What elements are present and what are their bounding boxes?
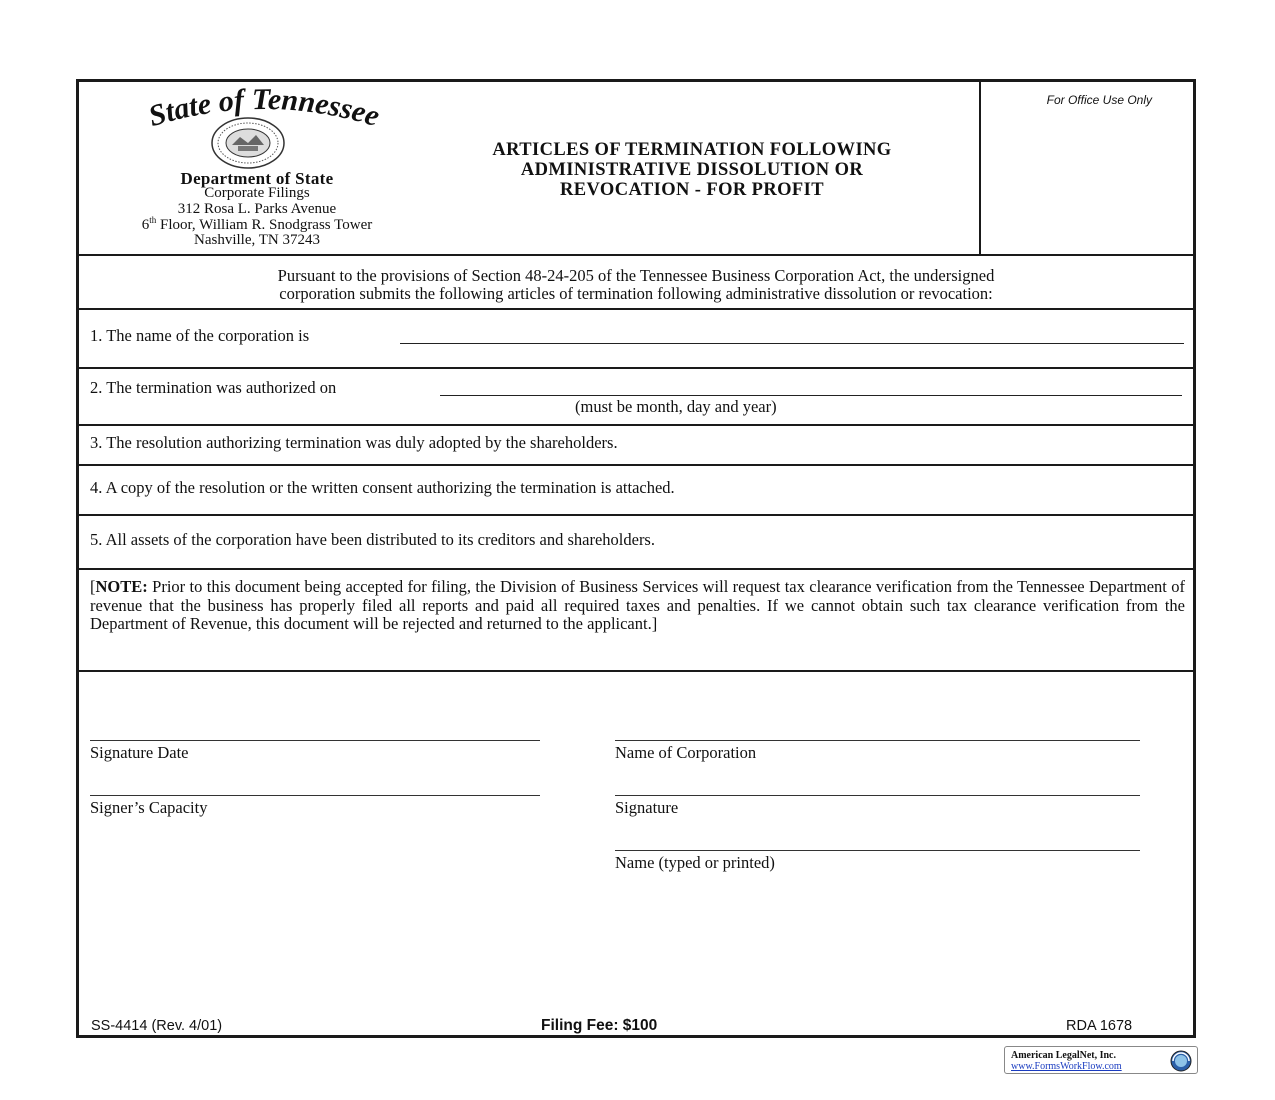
globe-logo-icon	[1169, 1049, 1193, 1073]
state-seal-icon	[210, 117, 286, 169]
divider	[79, 514, 1193, 516]
address-line-4: Nashville, TN 37243	[194, 232, 320, 248]
corporation-name-signature-field[interactable]	[615, 740, 1140, 741]
tax-clearance-note: [NOTE: Prior to this document being accepted for filing, the Division of Business Services will request tax clearance verification from the Tennessee Department of revenue that the business has properly filed all reports and paid all required taxes and penalties. If we cannot obtain such tax clearance verification from the Department of Revenue, this document will be rejected and returned to the applicant.]	[90, 577, 1185, 633]
termination-form	[76, 79, 1196, 1038]
divider	[79, 568, 1193, 570]
signature-label: Signature	[615, 798, 679, 817]
form-title: ARTICLES OF TERMINATION FOLLOWING ADMINISTRATIVE DISSOLUTION OR REVOCATION - FOR PROFIT	[492, 140, 892, 200]
name-of-corporation-label: Name of Corporation	[615, 743, 757, 762]
divider	[79, 464, 1193, 466]
office-use-label: For Office Use Only	[1046, 93, 1152, 107]
divider	[79, 367, 1193, 369]
printed-name-label: Name (typed or printed)	[615, 853, 775, 872]
divider	[79, 670, 1193, 672]
signature-date-label: Signature Date	[90, 743, 189, 762]
signature-date-field[interactable]	[90, 740, 540, 741]
address-line-3: 6th Floor, William R. Snodgrass Tower	[141, 215, 373, 233]
divider	[79, 254, 1193, 256]
divider	[79, 308, 1193, 310]
intro-paragraph: Pursuant to the provisions of Section 48-24-205 of the Tennessee Business Corporation Act, the undersigned corporation submits the following articles of termination following administrative dissolution or revocation:	[277, 266, 995, 303]
item-3-text: 3. The resolution authorizing termination was duly adopted by the shareholders.	[90, 433, 618, 452]
item-1-label: 1. The name of the corporation is	[90, 326, 310, 345]
state-name-text: State of Tennessee	[144, 88, 384, 134]
department-name: Department of State	[180, 169, 334, 188]
divider	[79, 424, 1193, 426]
corporation-name-field[interactable]	[400, 343, 1184, 344]
address-line-1: Corporate Filings	[204, 185, 310, 201]
item-5-text: 5. All assets of the corporation have been distributed to its creditors and shareholders.	[90, 530, 655, 549]
office-use-box	[979, 82, 1196, 255]
signer-capacity-field[interactable]	[90, 795, 540, 796]
item-2-label: 2. The termination was authorized on	[90, 378, 337, 397]
printed-name-field[interactable]	[615, 850, 1140, 851]
american-legalnet-badge[interactable]	[1004, 1046, 1198, 1074]
rda-number: RDA 1678	[1066, 1018, 1133, 1034]
address-line-2: 312 Rosa L. Parks Avenue	[177, 201, 337, 217]
badge-company: American LegalNet, Inc.	[1011, 1050, 1116, 1061]
note-label: NOTE:	[95, 577, 148, 596]
date-format-hint: (must be month, day and year)	[575, 397, 777, 416]
signer-capacity-label: Signer’s Capacity	[90, 798, 208, 817]
termination-date-field[interactable]	[440, 395, 1182, 396]
form-number: SS-4414 (Rev. 4/01)	[91, 1018, 223, 1034]
signature-field[interactable]	[615, 795, 1140, 796]
filing-fee: Filing Fee: $100	[541, 1017, 658, 1034]
badge-url-link[interactable]: www.FormsWorkFlow.com	[1011, 1061, 1122, 1072]
item-4-text: 4. A copy of the resolution or the written consent authorizing the termination is attached.	[90, 478, 675, 497]
